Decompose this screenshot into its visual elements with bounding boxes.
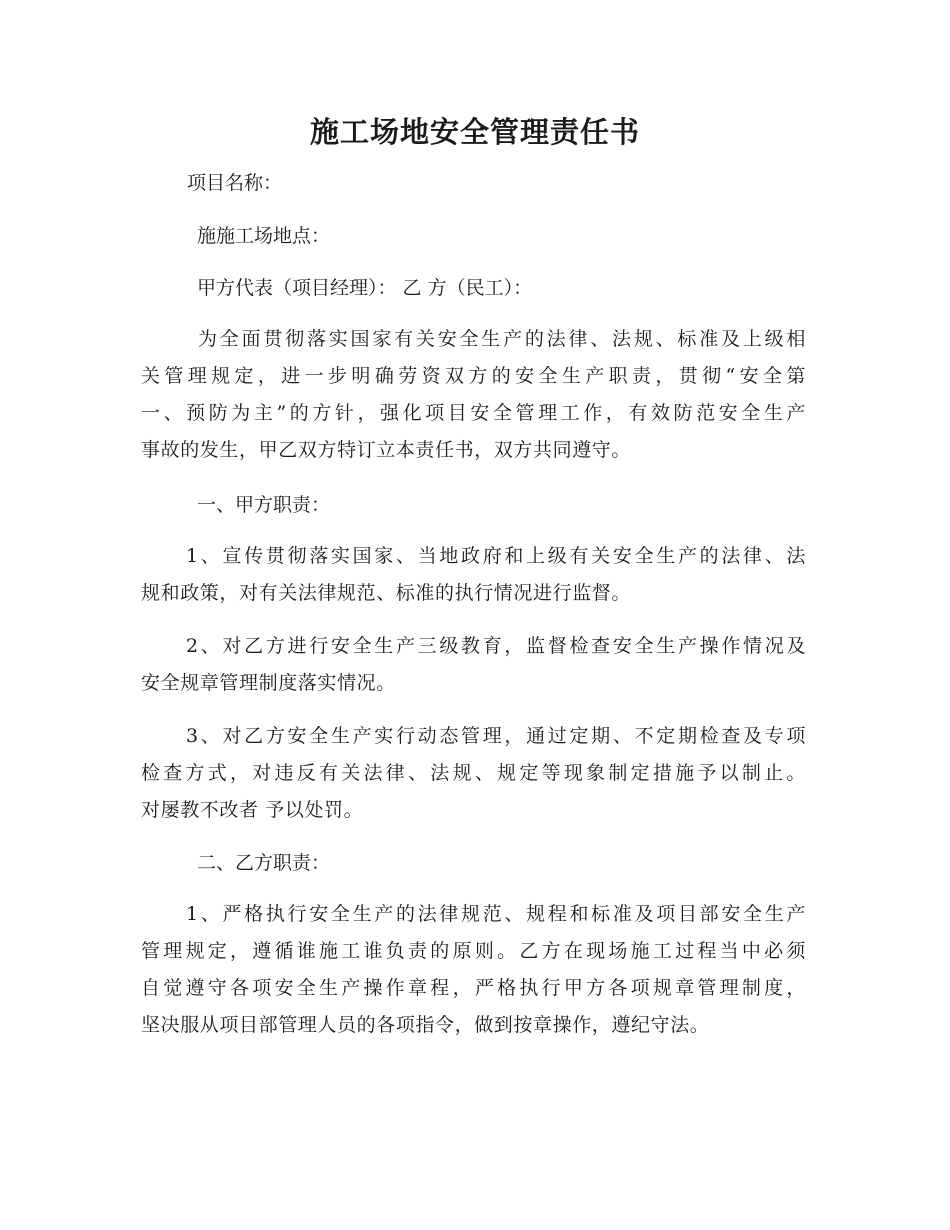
section-a-item-1 bbox=[141, 538, 806, 612]
section-a-item-3 bbox=[141, 718, 806, 829]
item-line: 1、宣传贯彻落实国家、当地政府和上级有关安全生产的法律、法 bbox=[186, 545, 806, 567]
intro-line: 关管理规定，进一步明确劳资双方的安全生产职责，贯彻“安全第 bbox=[141, 365, 806, 387]
intro-line: 为全面贯彻落实国家有关安全生产的法律、法规、标准及上级相 bbox=[198, 328, 806, 350]
section-a-heading: 一、甲方职责： bbox=[197, 494, 331, 516]
item-line: 管理规定，遵循谁施工谁负责的原则。乙方在现场施工过程当中必须 bbox=[141, 940, 806, 962]
item-line: 自觉遵守各项安全生产操作章程，严格执行甲方各项规章管理制度， bbox=[141, 977, 806, 999]
item-line: 2、对乙方进行安全生产三级教育，监督检查安全生产操作情况及 bbox=[186, 635, 806, 657]
section-a-item-2 bbox=[141, 628, 806, 702]
document-title: 施工场地安全管理责任书 bbox=[309, 115, 640, 149]
item-line: 3、对乙方安全生产实行动态管理，通过定期、不定期检查及专项 bbox=[186, 725, 806, 747]
item-line: 坚决服从项目部管理人员的各项指令，做到按章操作，遵纪守法。 bbox=[141, 1014, 710, 1036]
intro-paragraph bbox=[141, 321, 806, 469]
item-line: 安全规章管理制度落实情况。 bbox=[141, 672, 396, 694]
intro-line: 事故的发生，甲乙双方特订立本责任书，双方共同遵守。 bbox=[141, 439, 632, 461]
item-line: 检查方式，对违反有关法律、法规、规定等现象制定措施予以制止。 bbox=[141, 762, 806, 784]
item-line: 1、严格执行安全生产的法律规范、规程和标准及项目部安全生产 bbox=[186, 903, 806, 925]
field-parties: 甲方代表（项目经理）： 乙 方（民工）： bbox=[197, 277, 533, 299]
field-project-name: 项目名称： bbox=[187, 172, 283, 194]
item-line: 规和政策，对有关法律规范、标准的执行情况进行监督。 bbox=[141, 582, 632, 604]
section-b-heading: 二、乙方职责： bbox=[197, 852, 331, 874]
field-site-location: 施施工场地点： bbox=[197, 225, 331, 247]
intro-line: 一、预防为主”的方针，强化项目安全管理工作，有效防范安全生产 bbox=[141, 402, 806, 424]
section-b-item-1 bbox=[141, 896, 806, 1044]
item-line: 对屡教不改者 予以处罚。 bbox=[141, 799, 364, 821]
